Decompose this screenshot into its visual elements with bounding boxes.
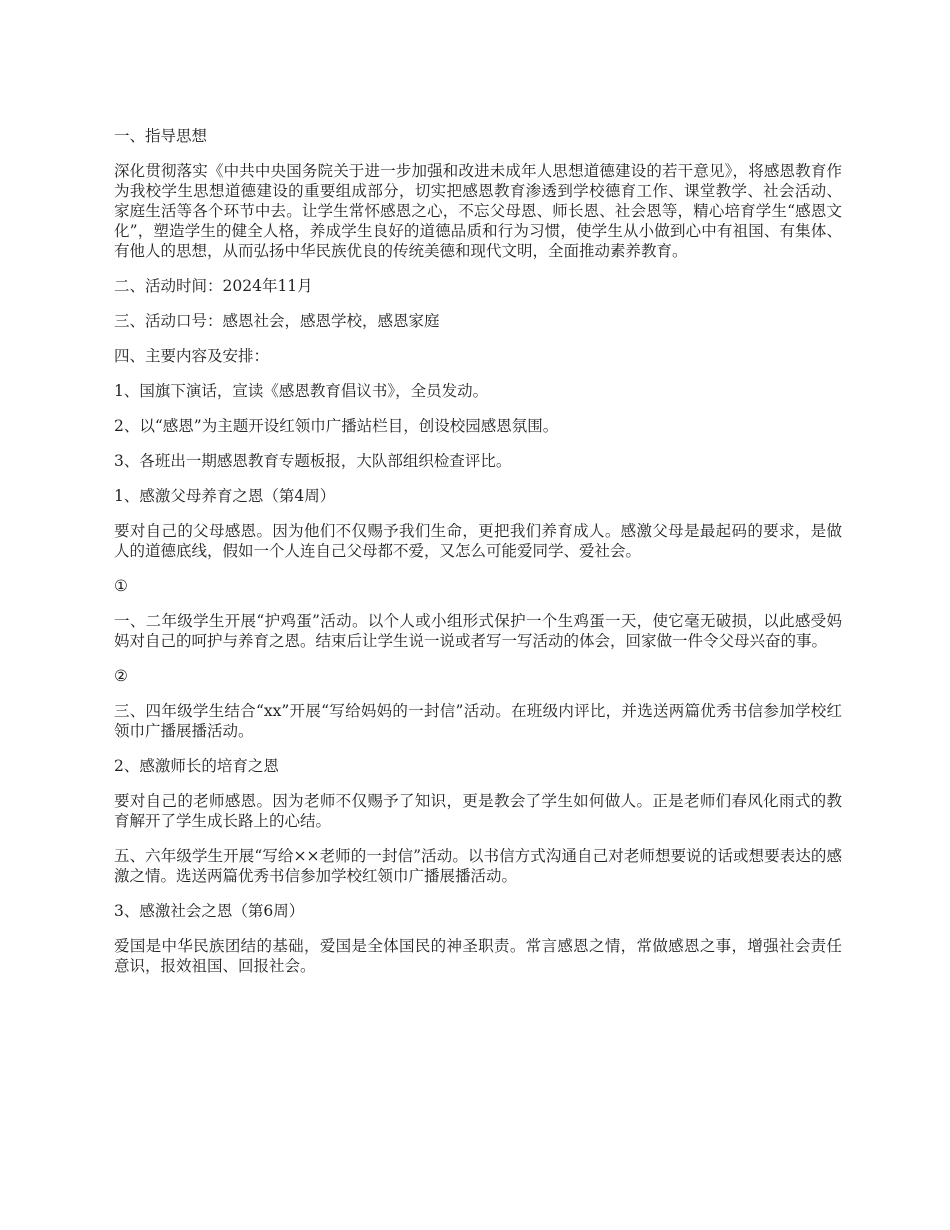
paragraph-guiding-thought-body: 深化贯彻落实《中共中央国务院关于进一步加强和改进未成年人思想道德建设的若干意见》，将感恩教育作为我校学生思想道德建设的重要组成部分，切实把感恩教育渗透到学校德育工作、课堂教学、社会活动、家庭生活等各个环节中去。让学生常怀感恩之心，不忘父母恩、师长恩、社会恩等，精心培育学生“感恩文化”，塑造学生的健全人格，养成学生良好的道德品质和行为习惯，使学生从小做到心中有祖国、有集体、有他人的思想，从而弘扬中华民族优良的传统美德和现代文明，全面推动素养教育。 xyxy=(114,162,842,260)
list-item-flag-speech: 1、国旗下演话，宣读《感恩教育倡议书》，全员发动。 xyxy=(114,382,489,400)
paragraph-egg-activity: 一、二年级学生开展“护鸡蛋”活动。以个人或小组形式保护一个生鸡蛋一天，使它毫无破损，以此感受妈妈对自己的呵护与养育之恩。结束后让学生说一说或者写一写活动的体会，回家做一件令父母兴奋的事。 xyxy=(114,612,842,650)
section-heading-activity-slogan: 三、活动口号：感恩社会，感恩学校，感恩家庭 xyxy=(114,312,440,330)
paragraph-letter-to-mother: 三、四年级学生结合“xx”开展“写给妈妈的一封信”活动。在班级内评比，并选送两篇优秀书信参加学校红领巾广播展播活动。 xyxy=(114,702,842,740)
paragraph-society-gratitude: 爱国是中华民族团结的基础，爱国是全体国民的神圣职责。常言感恩之情，常做感恩之事，增强社会责任意识，报效祖国、回报社会。 xyxy=(114,937,842,975)
section-heading-activity-time: 二、活动时间：2024年11月 xyxy=(114,277,313,295)
subheading-parents-gratitude: 1、感激父母养育之恩（第4周） xyxy=(114,487,336,505)
marker-circled-two: ② xyxy=(114,667,128,685)
subheading-teachers-gratitude: 2、感激师长的培育之恩 xyxy=(114,757,279,775)
paragraph-letter-to-teacher: 五、六年级学生开展“写给××老师的一封信”活动。以书信方式沟通自己对老师想要说的话或想要表达的感激之情。选送两篇优秀书信参加学校红领巾广播展播活动。 xyxy=(114,847,842,885)
list-item-blackboard: 3、各班出一期感恩教育专题板报，大队部组织检查评比。 xyxy=(114,452,512,470)
section-heading-main-content: 四、主要内容及安排： xyxy=(114,347,270,365)
section-heading-guiding-thought: 一、指导思想 xyxy=(114,127,208,145)
document-page xyxy=(114,126,842,991)
marker-circled-one: ① xyxy=(114,577,128,595)
paragraph-parents-gratitude: 要对自己的父母感恩。因为他们不仅赐予我们生命，更把我们养育成人。感激父母是最起码的要求，是做人的道德底线，假如一个人连自己父母都不爱，又怎么可能爱同学、爱社会。 xyxy=(114,522,842,560)
subheading-society-gratitude: 3、感激社会之恩（第6周） xyxy=(114,902,305,920)
list-item-radio-column: 2、以“感恩”为主题开设红领巾广播站栏目，创设校园感恩氛围。 xyxy=(114,417,559,435)
paragraph-teachers-gratitude: 要对自己的老师感恩。因为老师不仅赐予了知识，更是教会了学生如何做人。正是老师们春风化雨式的教育解开了学生成长路上的心结。 xyxy=(114,792,842,830)
